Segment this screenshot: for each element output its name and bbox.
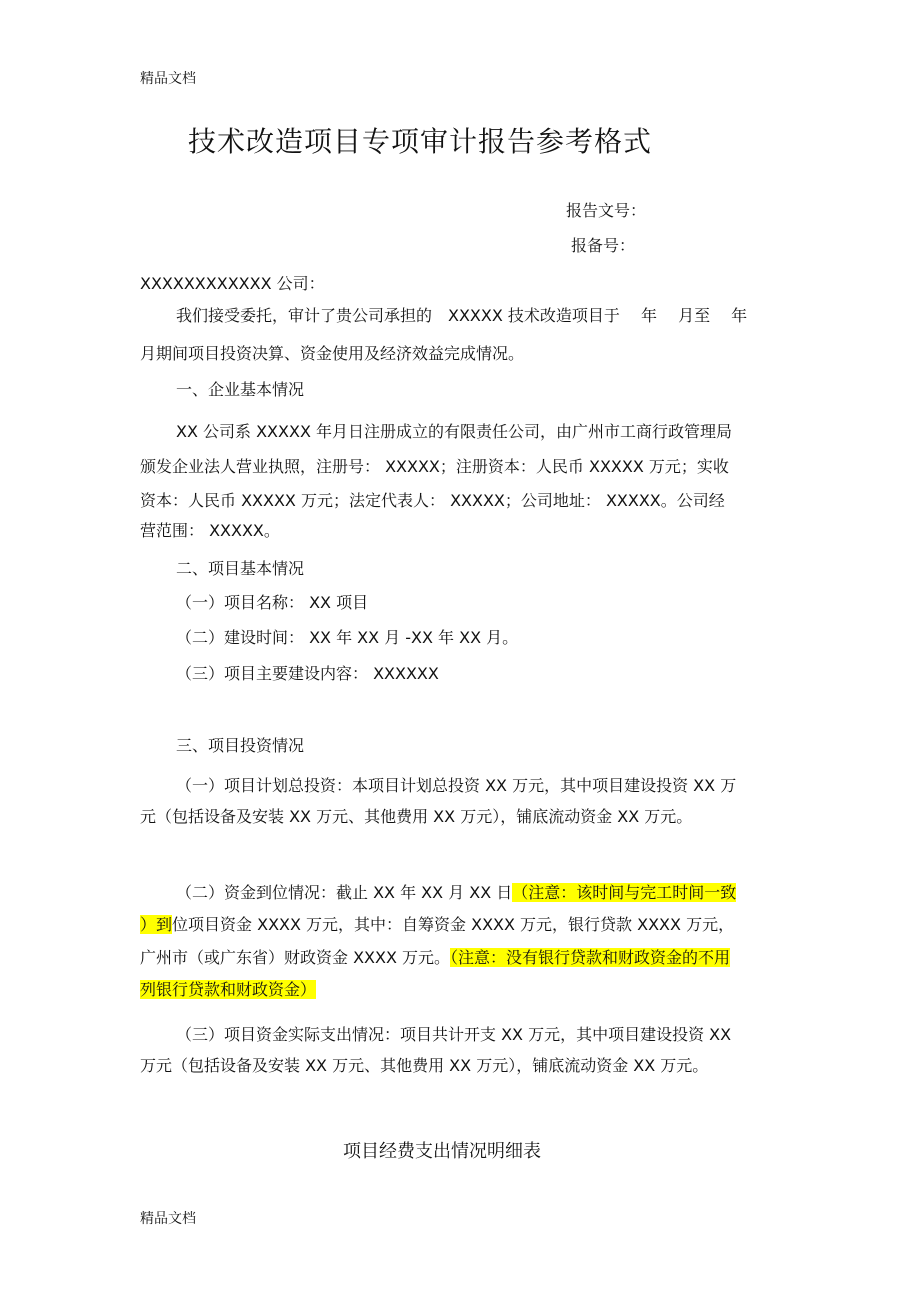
highlighted-note-2: （注意：没有银行贷款和财政资金的不用 — [450, 948, 731, 967]
section-3-p2-line-2 — [140, 912, 734, 935]
section-3-p2-line-4 — [140, 977, 316, 1000]
section-3-heading: 三、项目投资情况 — [176, 736, 305, 755]
addressee: XXXXXXXXXXXX 公司： — [140, 274, 325, 293]
section-1-heading: 一、企业基本情况 — [176, 380, 305, 399]
section-2-item-3: （三）项目主要建设内容： XXXXXX — [176, 664, 439, 683]
funds-arrival-text: （二）资金到位情况：截止 XX 年 XX 月 XX 日 — [176, 883, 513, 902]
section-1-line-4: 营范围： XXXXX。 — [140, 521, 280, 540]
report-number-label: 报告文号： — [566, 201, 647, 220]
page-title: 技术改造项目专项审计报告参考格式 — [188, 125, 653, 158]
fiscal-funds-text: 广州市（或广东省）财政资金 XXXX 万元。 — [140, 948, 451, 967]
page-header: 精品文档 — [140, 71, 196, 87]
section-1-line-3: 资本：人民币 XXXXX 万元；法定代表人： XXXXX；公司地址： XXXXX。公司经 — [140, 491, 725, 510]
section-2-item-2: （二）建设时间： XX 年 XX 月 -XX 年 XX 月。 — [176, 628, 519, 647]
highlighted-note-1: （注意：该时间与完工时间一致 — [512, 883, 737, 902]
intro-line-1: 我们接受委托，审计了贵公司承担的 XXXXX 技术改造项目于 年 月至 年 — [176, 306, 748, 325]
intro-line-2: 月期间项目投资决算、资金使用及经济效益完成情况。 — [140, 344, 525, 363]
highlighted-note-1-end: ）到 — [140, 915, 173, 934]
table-title: 项目经费支出情况明细表 — [343, 1141, 541, 1162]
section-2-item-1: （一）项目名称： XX 项目 — [176, 593, 369, 612]
section-3-p2-line-3 — [140, 945, 730, 968]
section-3-p1-line-2: 元（包括设备及安装 XX 万元、其他费用 XX 万元），铺底流动资金 XX 万元。 — [140, 807, 693, 826]
section-3-p2-line-1 — [176, 880, 736, 903]
section-1-line-1: XX 公司系 XXXXX 年月日注册成立的有限责任公司，由广州市工商行政管理局 — [176, 422, 732, 441]
filing-number-label: 报备号： — [571, 236, 636, 255]
funds-breakdown-text: 位项目资金 XXXX 万元，其中：自筹资金 XXXX 万元，银行贷款 XXXX 万元， — [172, 915, 735, 934]
page-footer: 精品文档 — [140, 1211, 196, 1227]
section-3-p3-line-1: （三）项目资金实际支出情况：项目共计开支 XX 万元，其中项目建设投资 XX — [176, 1025, 732, 1044]
section-3-p1-line-1: （一）项目计划总投资：本项目计划总投资 XX 万元，其中项目建设投资 XX 万 — [176, 776, 737, 795]
section-3-p3-line-2: 万元（包括设备及安装 XX 万元、其他费用 XX 万元），铺底流动资金 XX 万元。 — [140, 1056, 709, 1075]
section-2-heading: 二、项目基本情况 — [176, 559, 305, 578]
section-1-line-2: 颁发企业法人营业执照，注册号： XXXXX；注册资本：人民币 XXXXX 万元；实收 — [140, 457, 729, 476]
highlighted-note-2-end: 列银行贷款和财政资金） — [140, 980, 317, 999]
